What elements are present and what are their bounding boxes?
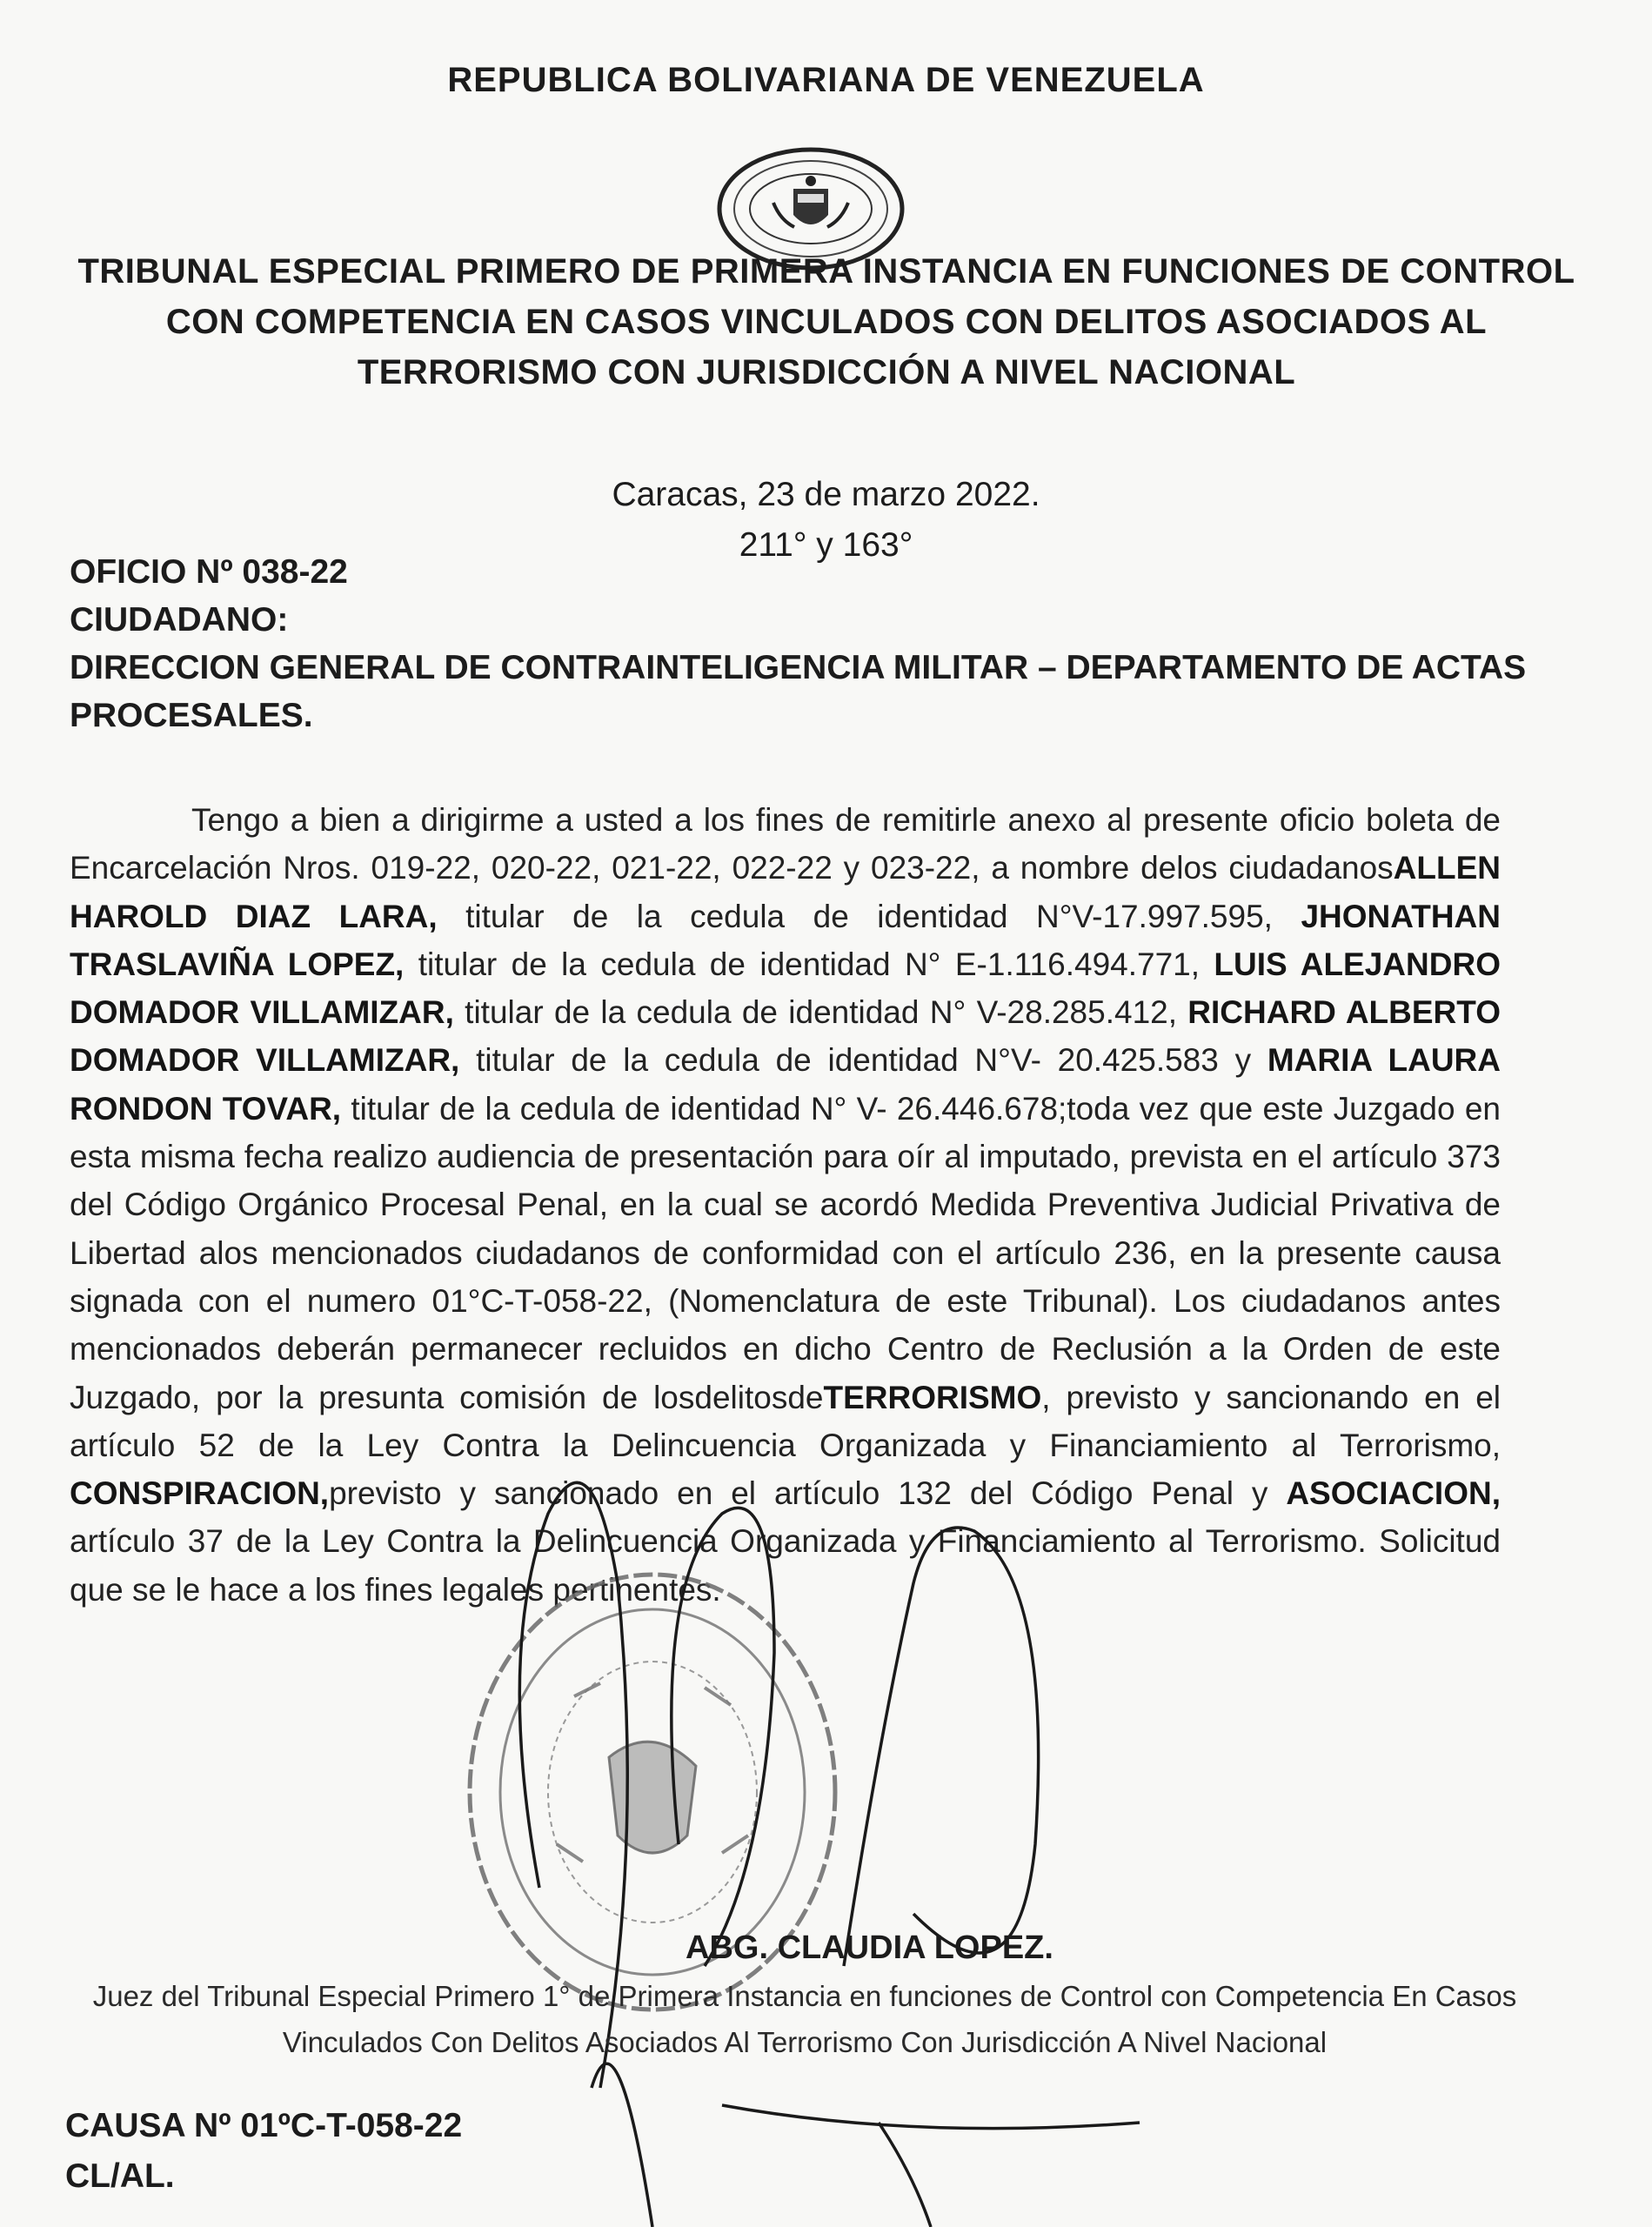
text-segment: , previsto y sancionando en el artículo 52 de la Ley Contra la Delincuencia Organizada y Financiamiento al Terrorismo, [70, 1379, 1501, 1463]
tribunal-line: TERRORISMO CON JURISDICCIÓN A NIVEL NACIONAL [357, 353, 1296, 391]
bold-segment: TERRORISMO [823, 1379, 1042, 1415]
text-segment: titular de la cedula de identidad N° E-1.116.494.771, [404, 946, 1214, 982]
years-line: 211° y 163° [739, 526, 913, 564]
bold-segment: MARIA LAURA RONDON TOVAR, [70, 1042, 1501, 1127]
text-segment: titular de la cedula de identidad N° V-28.285.412, [453, 994, 1188, 1031]
bold-segment: RICHARD ALBERTO DOMADOR VILLAMIZAR, [70, 994, 1501, 1079]
official-stamp-and-signature [391, 1479, 1174, 2227]
text-segment: Tengo a bien a dirigirme a usted a los fines de remitirle anexo al presente oficio boleta de Encarcelación Nros. 019-22, 020-22, 021-22, 022-22 y 023-22, a nombre delos ciudadanos [70, 802, 1501, 886]
tribunal-line: CON COMPETENCIA EN CASOS VINCULADOS CON DELITOS ASOCIADOS AL [165, 303, 1488, 341]
footer-block [65, 2101, 462, 2202]
tribunal-heading [26, 246, 1627, 398]
address-block [70, 548, 1531, 739]
text-segment: titular de la cedula de identidad N° V- 26.446.678;toda vez que este Juzgado en esta misma fecha realizo audiencia de presentación para oír al imputado, prevista en el artículo 373 del Código Orgánico Procesal Penal, en la cual se acordó Medida Preventiva Judicial Privativa de Libertad alos mencionados ciudadanos de conformidad con el artículo 236, en la presente causa signada con el numero 01°C-T-058-22, (Nomenclatura de este Tribunal). Los ciudadanos antes mencionados deberán permanecer recluidos en dicho Centro de Reclusión a la Orden de este Juzgado, por la presunta comisión de losdelitosde [70, 1090, 1501, 1415]
country-heading: REPUBLICA BOLIVARIANA DE VENEZUELA [447, 61, 1205, 99]
bold-segment: JHONATHAN TRASLAVIÑA LOPEZ, [70, 898, 1501, 982]
recipient-label: CIUDADANO: [70, 601, 289, 639]
recipient: DIRECCION GENERAL DE CONTRAINTELIGENCIA MILITAR – DEPARTAMENTO DE ACTAS PROCESALES. [70, 649, 1527, 734]
bold-segment: LUIS ALEJANDRO DOMADOR VILLAMIZAR, [70, 946, 1501, 1031]
bold-segment: CONSPIRACION, [70, 1475, 330, 1512]
tribunal-line: TRIBUNAL ESPECIAL PRIMERO DE PRIMERA INSTANCIA EN FUNCIONES DE CONTROL [77, 252, 1575, 291]
bold-segment: ALLEN HAROLD DIAZ LARA, [70, 850, 1501, 934]
place-date: Caracas, 23 de marzo 2022. [612, 476, 1040, 513]
initials: CL/AL. [65, 2157, 175, 2195]
bold-segment: ASOCIACION, [1286, 1475, 1501, 1512]
text-segment: previsto y sancionado en el artículo 132 del Código Penal y [329, 1475, 1287, 1512]
text-segment: artículo 37 de la Ley Contra la Delincuencia Organizada y Financiamiento al Terrorismo. Solicitud que se le hace a los fines legales pertinentes. [70, 1523, 1501, 1608]
judge-title: Juez del Tribunal Especial Primero 1° de Primera Instancia en funciones de Control con Competencia En Casos Vinculados Con Delitos Asociados Al Terrorismo Con Jurisdicción A Nivel Nacional [92, 1980, 1517, 2058]
text-segment: titular de la cedula de identidad N°V-17.997.595, [437, 898, 1301, 934]
oficio-number: OFICIO Nº 038-22 [70, 553, 348, 591]
judge-name: ABG. CLAUDIA LOPEZ. [686, 1929, 1053, 1966]
causa-number: CAUSA Nº 01ºC-T-058-22 [65, 2107, 463, 2144]
text-segment: titular de la cedula de identidad N°V- 20.425.583 y [459, 1042, 1267, 1079]
